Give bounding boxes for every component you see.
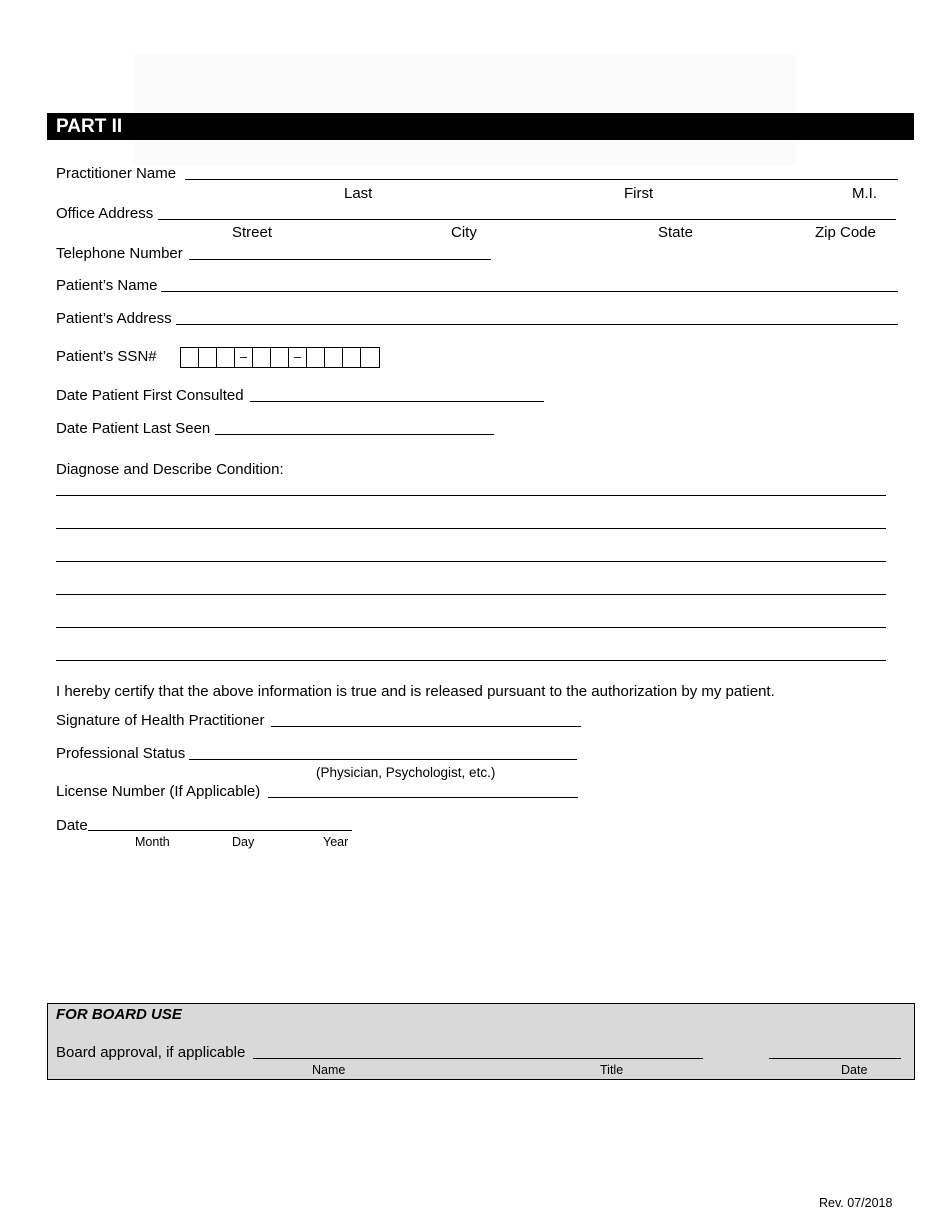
practitioner-name-sub-mi: M.I. (852, 185, 877, 202)
practitioner-name-sub-last: Last (344, 185, 373, 202)
board-approval-date-field[interactable] (769, 1058, 901, 1059)
condition-line-2[interactable] (56, 528, 886, 529)
condition-line-3[interactable] (56, 561, 886, 562)
professional-status-hint: (Physician, Psychologist, etc.) (316, 765, 496, 780)
signature-label: Signature of Health Practitioner (56, 712, 265, 729)
ssn-digit-box[interactable] (217, 348, 235, 367)
office-address-label: Office Address (56, 205, 154, 222)
board-sub-title: Title (600, 1063, 624, 1077)
office-address-field[interactable] (158, 219, 896, 220)
board-approval-name-title-field[interactable] (253, 1058, 703, 1059)
signature-field[interactable] (271, 726, 581, 727)
practitioner-name-sub-first: First (624, 185, 654, 202)
office-address-sub-zip: Zip Code (815, 224, 876, 241)
board-use-title: FOR BOARD USE (56, 1006, 182, 1023)
last-seen-field[interactable] (215, 434, 494, 435)
license-number-field[interactable] (268, 797, 578, 798)
condition-line-4[interactable] (56, 594, 886, 595)
condition-line-5[interactable] (56, 627, 886, 628)
patient-name-field[interactable] (161, 291, 898, 292)
ssn-digit-box[interactable] (199, 348, 217, 367)
patient-address-label: Patient’s Address (56, 310, 172, 327)
patient-address-field[interactable] (176, 324, 898, 325)
condition-line-1[interactable] (56, 495, 886, 496)
office-address-sub-city: City (451, 224, 477, 241)
certification-statement: I hereby certify that the above information is true and is released pursuant to the authorization by my patient. (56, 683, 775, 700)
section-title: PART II (56, 116, 123, 137)
ssn-digit-box[interactable] (361, 348, 379, 367)
ssn-digit-box[interactable] (307, 348, 325, 367)
revision-date: Rev. 07/2018 (819, 1196, 893, 1210)
practitioner-name-label: Practitioner Name (56, 165, 177, 182)
ssn-digit-box[interactable] (325, 348, 343, 367)
condition-label: Diagnose and Describe Condition: (56, 461, 284, 478)
patient-ssn-label: Patient’s SSN# (56, 348, 157, 365)
ssn-digit-box[interactable] (271, 348, 289, 367)
board-use-box (47, 1003, 915, 1080)
board-sub-name: Name (312, 1063, 346, 1077)
last-seen-label: Date Patient Last Seen (56, 420, 211, 437)
section-header (47, 113, 914, 140)
ssn-digit-box[interactable] (253, 348, 271, 367)
ssn-box-group[interactable] (180, 347, 380, 368)
professional-status-field[interactable] (189, 759, 577, 760)
date-sub-month: Month (135, 835, 170, 849)
ssn-digit-box[interactable] (181, 348, 199, 367)
practitioner-name-field[interactable] (185, 179, 898, 180)
board-sub-date: Date (841, 1063, 868, 1077)
ssn-separator: – (235, 348, 253, 367)
ssn-separator: – (289, 348, 307, 367)
date-sub-day: Day (232, 835, 255, 849)
condition-line-6[interactable] (56, 660, 886, 661)
office-address-sub-state: State (658, 224, 694, 241)
ssn-digit-box[interactable] (343, 348, 361, 367)
patient-name-label: Patient’s Name (56, 277, 158, 294)
faint-watermark-area (133, 55, 796, 165)
first-consulted-label: Date Patient First Consulted (56, 387, 244, 404)
professional-status-label: Professional Status (56, 745, 186, 762)
telephone-field[interactable] (189, 259, 491, 260)
license-number-label: License Number (If Applicable) (56, 783, 261, 800)
telephone-label: Telephone Number (56, 245, 183, 262)
date-sub-year: Year (323, 835, 349, 849)
office-address-sub-street: Street (232, 224, 273, 241)
date-label: Date (56, 817, 88, 834)
first-consulted-field[interactable] (250, 401, 544, 402)
date-field[interactable] (88, 830, 352, 831)
board-approval-label: Board approval, if applicable (56, 1044, 246, 1061)
